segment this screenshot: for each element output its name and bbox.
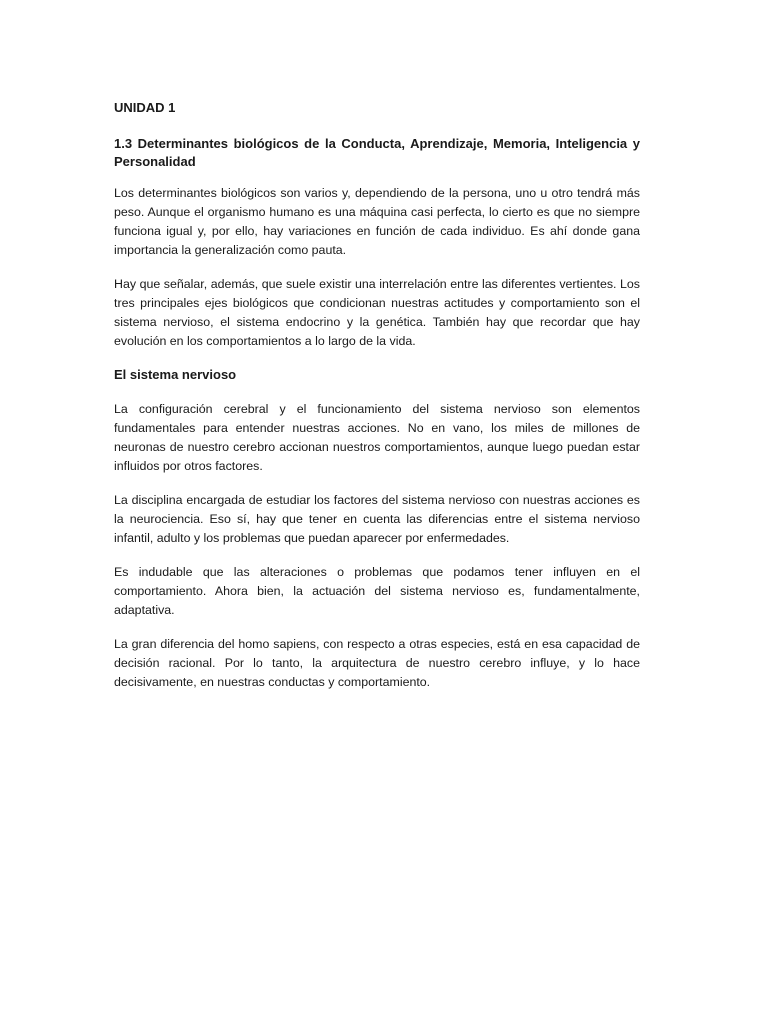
nervous-paragraph-4: La gran diferencia del homo sapiens, con respecto a otras especies, está en esa capacidad de decisión racional. Por lo tanto, la arquitectura de nuestro cerebro influye, y lo hace decisivamente, en nuestras conductas y comportamiento. <box>114 637 640 689</box>
section-title: 1.3 Determinantes biológicos de la Conducta, Aprendizaje, Memoria, Inteligencia y Personalidad <box>114 136 640 169</box>
intro-paragraph-1: Los determinantes biológicos son varios y, dependiendo de la persona, uno u otro tendrá más peso. Aunque el organismo humano es una máquina casi perfecta, lo cierto es que no siempre funciona igual y, por ello, hay variaciones en función de cada individuo. Es ahí donde gana importancia la generalización como pauta. <box>114 186 640 257</box>
nervous-paragraph-1: La configuración cerebral y el funcionamiento del sistema nervioso son elementos fundamentales para entender nuestras acciones. No en vano, los miles de millones de neuronas de nuestro cerebro accionan nuestros comportamientos, aunque luego puedan estar influidos por otros factores. <box>114 402 640 473</box>
nervous-paragraph-3: Es indudable que las alteraciones o problemas que podamos tener influyen en el comportamiento. Ahora bien, la actuación del sistema nervioso es, fundamentalmente, adaptativa. <box>114 565 640 617</box>
subsection-title: El sistema nervioso <box>114 367 237 382</box>
intro-paragraph-2: Hay que señalar, además, que suele existir una interrelación entre las diferentes vertientes. Los tres principales ejes biológicos que condicionan nuestras actitudes y comportamiento son el sistema nervioso, el sistema endocrino y la genética. También hay que recordar que hay evolución en los comportamientos a lo largo de la vida. <box>114 277 640 348</box>
unit-title: UNIDAD 1 <box>114 100 176 115</box>
document-body <box>114 99 640 707</box>
nervous-paragraph-2: La disciplina encargada de estudiar los factores del sistema nervioso con nuestras acciones es la neurociencia. Eso sí, hay que tener en cuenta las diferencias entre el sistema nervioso infantil, adulto y los problemas que puedan aparecer por enfermedades. <box>114 493 640 545</box>
